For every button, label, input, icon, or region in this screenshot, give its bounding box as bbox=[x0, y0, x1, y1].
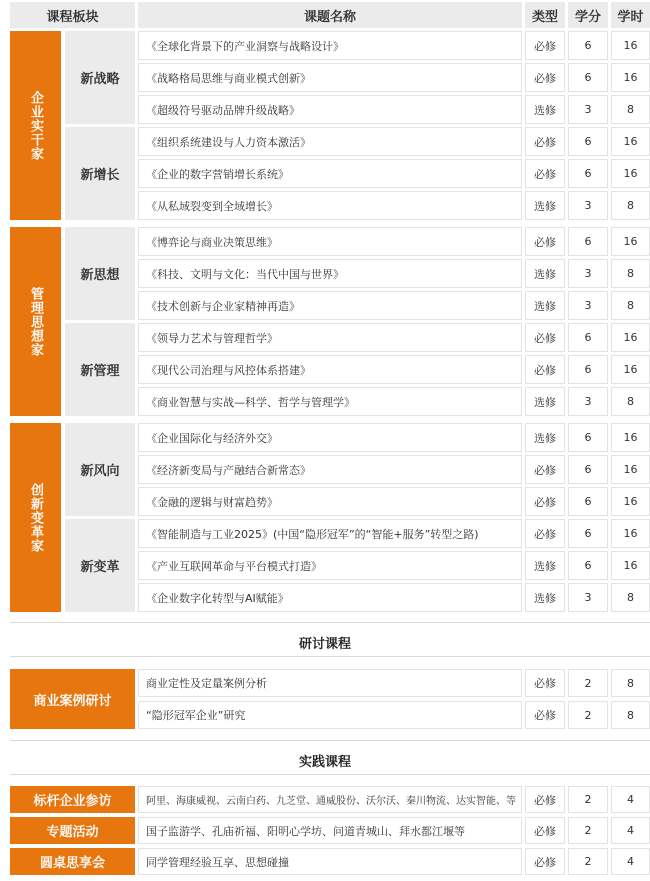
group-name: 新管理 bbox=[65, 323, 135, 416]
course-hours-cell: 8 bbox=[611, 259, 650, 288]
course-hours-cell: 16 bbox=[611, 323, 650, 352]
module-title: 创新变革家 bbox=[28, 482, 43, 553]
course-type-cell: 必修 bbox=[525, 487, 565, 516]
course-hours-cell: 16 bbox=[611, 159, 650, 188]
group-name: 新思想 bbox=[65, 227, 135, 320]
course-credit-cell: 6 bbox=[568, 487, 608, 516]
course-name-cell: 《商业智慧与实战—科学、哲学与管理学》 bbox=[138, 387, 522, 416]
course-credit-cell: 6 bbox=[568, 227, 608, 256]
module-block bbox=[10, 31, 61, 220]
course-type-cell: 必修 bbox=[525, 323, 565, 352]
course-name-cell: 《从私域裂变到全域增长》 bbox=[138, 191, 522, 220]
header-credit: 学分 bbox=[568, 2, 608, 28]
course-credit-cell: 2 bbox=[568, 701, 608, 729]
course-name-cell: 《技术创新与企业家精神再造》 bbox=[138, 291, 522, 320]
course-hours-cell: 4 bbox=[611, 848, 650, 875]
group-name: 新变革 bbox=[65, 519, 135, 612]
course-credit-cell: 6 bbox=[568, 455, 608, 484]
course-credit-cell: 2 bbox=[568, 786, 608, 813]
course-name-cell: 《企业的数字营销增长系统》 bbox=[138, 159, 522, 188]
course-type-cell: 必修 bbox=[525, 817, 565, 844]
course-hours-cell: 16 bbox=[611, 487, 650, 516]
course-type-cell: 选修 bbox=[525, 423, 565, 452]
course-credit-cell: 6 bbox=[568, 127, 608, 156]
course-credit-cell: 3 bbox=[568, 387, 608, 416]
course-name-cell: 国子监游学、孔庙祈福、阳明心学坊、问道青城山、拜水都江堰等 bbox=[138, 817, 522, 844]
course-type-cell: 必修 bbox=[525, 127, 565, 156]
course-type-cell: 选修 bbox=[525, 191, 565, 220]
course-credit-cell: 3 bbox=[568, 583, 608, 612]
course-hours-cell: 4 bbox=[611, 786, 650, 813]
course-hours-cell: 8 bbox=[611, 95, 650, 124]
practice-block: 标杆企业参访 bbox=[10, 786, 135, 813]
course-name-cell: 《领导力艺术与管理哲学》 bbox=[138, 323, 522, 352]
course-hours-cell: 16 bbox=[611, 355, 650, 384]
practice-section-title: 实践课程 bbox=[298, 755, 351, 770]
group-name: 新增长 bbox=[65, 127, 135, 220]
course-credit-cell: 3 bbox=[568, 259, 608, 288]
course-hours-cell: 16 bbox=[611, 551, 650, 580]
course-type-cell: 必修 bbox=[525, 63, 565, 92]
course-name-cell: 《科技、文明与文化：当代中国与世界》 bbox=[138, 259, 522, 288]
course-type-cell: 选修 bbox=[525, 583, 565, 612]
course-hours-cell: 16 bbox=[611, 63, 650, 92]
course-hours-cell: 16 bbox=[611, 423, 650, 452]
course-name-cell: 同学管理经验互享、思想碰撞 bbox=[138, 848, 522, 875]
course-credit-cell: 2 bbox=[568, 848, 608, 875]
course-type-cell: 必修 bbox=[525, 355, 565, 384]
course-type-cell: 选修 bbox=[525, 387, 565, 416]
course-name-cell: 《战略格局思维与商业模式创新》 bbox=[138, 63, 522, 92]
course-name-cell: 《企业数字化转型与AI赋能》 bbox=[138, 583, 522, 612]
course-credit-cell: 6 bbox=[568, 323, 608, 352]
course-hours-cell: 16 bbox=[611, 227, 650, 256]
section-divider bbox=[10, 774, 650, 775]
course-name-cell: 阿里、海康威视、云南白药、九芝堂、通威股份、沃尔沃、秦川物流、达实智能、等 bbox=[138, 786, 522, 813]
seminar-section-title: 研讨课程 bbox=[298, 637, 351, 652]
course-credit-cell: 2 bbox=[568, 817, 608, 844]
course-credit-cell: 6 bbox=[568, 159, 608, 188]
module-block bbox=[10, 227, 61, 416]
course-name-cell: 《企业国际化与经济外交》 bbox=[138, 423, 522, 452]
section-divider bbox=[10, 656, 650, 657]
course-type-cell: 必修 bbox=[525, 669, 565, 697]
course-name-cell: 《经济新变局与产融结合新常态》 bbox=[138, 455, 522, 484]
course-type-cell: 必修 bbox=[525, 786, 565, 813]
course-name-cell: “隐形冠军企业”研究 bbox=[138, 701, 522, 729]
course-hours-cell: 8 bbox=[611, 191, 650, 220]
course-credit-cell: 6 bbox=[568, 519, 608, 548]
course-hours-cell: 4 bbox=[611, 817, 650, 844]
practice-block: 圆桌思享会 bbox=[10, 848, 135, 875]
course-type-cell: 选修 bbox=[525, 259, 565, 288]
header-hours: 学时 bbox=[611, 2, 650, 28]
course-type-cell: 必修 bbox=[525, 519, 565, 548]
course-credit-cell: 6 bbox=[568, 355, 608, 384]
course-hours-cell: 8 bbox=[611, 583, 650, 612]
course-type-cell: 必修 bbox=[525, 848, 565, 875]
course-name-cell: 《博弈论与商业决策思维》 bbox=[138, 227, 522, 256]
course-credit-cell: 2 bbox=[568, 669, 608, 697]
course-type-cell: 必修 bbox=[525, 31, 565, 60]
section-divider bbox=[10, 740, 650, 741]
course-type-cell: 必修 bbox=[525, 701, 565, 729]
course-type-cell: 必修 bbox=[525, 227, 565, 256]
header-type: 类型 bbox=[525, 2, 565, 28]
header-course-name: 课题名称 bbox=[138, 2, 522, 28]
course-credit-cell: 6 bbox=[568, 551, 608, 580]
course-hours-cell: 16 bbox=[611, 31, 650, 60]
seminar-block: 商业案例研讨 bbox=[10, 669, 135, 729]
group-name: 新风向 bbox=[65, 423, 135, 516]
course-type-cell: 选修 bbox=[525, 291, 565, 320]
course-hours-cell: 16 bbox=[611, 519, 650, 548]
course-credit-cell: 6 bbox=[568, 63, 608, 92]
course-name-cell: 《金融的逻辑与财富趋势》 bbox=[138, 487, 522, 516]
course-hours-cell: 8 bbox=[611, 701, 650, 729]
course-credit-cell: 6 bbox=[568, 423, 608, 452]
practice-block: 专题活动 bbox=[10, 817, 135, 844]
course-type-cell: 选修 bbox=[525, 551, 565, 580]
module-block bbox=[10, 423, 61, 612]
course-type-cell: 选修 bbox=[525, 95, 565, 124]
course-credit-cell: 3 bbox=[568, 95, 608, 124]
course-hours-cell: 8 bbox=[611, 669, 650, 697]
header-module: 课程板块 bbox=[10, 2, 135, 28]
course-name-cell: 商业定性及定量案例分析 bbox=[138, 669, 522, 697]
course-credit-cell: 3 bbox=[568, 191, 608, 220]
group-name: 新战略 bbox=[65, 31, 135, 124]
course-hours-cell: 8 bbox=[611, 387, 650, 416]
course-name-cell: 《全球化背景下的产业洞察与战略设计》 bbox=[138, 31, 522, 60]
course-type-cell: 必修 bbox=[525, 455, 565, 484]
course-type-cell: 必修 bbox=[525, 159, 565, 188]
course-name-cell: 《智能制造与工业2025》(中国“隐形冠军”的“智能+服务”转型之路) bbox=[138, 519, 522, 548]
course-name-cell: 《现代公司治理与风控体系搭建》 bbox=[138, 355, 522, 384]
course-credit-cell: 3 bbox=[568, 291, 608, 320]
course-hours-cell: 16 bbox=[611, 127, 650, 156]
module-title: 管理思想家 bbox=[28, 286, 43, 357]
course-name-cell: 《超级符号驱动品牌升级战略》 bbox=[138, 95, 522, 124]
module-title: 企业实干家 bbox=[28, 90, 43, 161]
course-hours-cell: 16 bbox=[611, 455, 650, 484]
section-divider bbox=[10, 622, 650, 623]
course-hours-cell: 8 bbox=[611, 291, 650, 320]
course-name-cell: 《组织系统建设与人力资本激活》 bbox=[138, 127, 522, 156]
course-name-cell: 《产业互联网革命与平台模式打造》 bbox=[138, 551, 522, 580]
course-credit-cell: 6 bbox=[568, 31, 608, 60]
